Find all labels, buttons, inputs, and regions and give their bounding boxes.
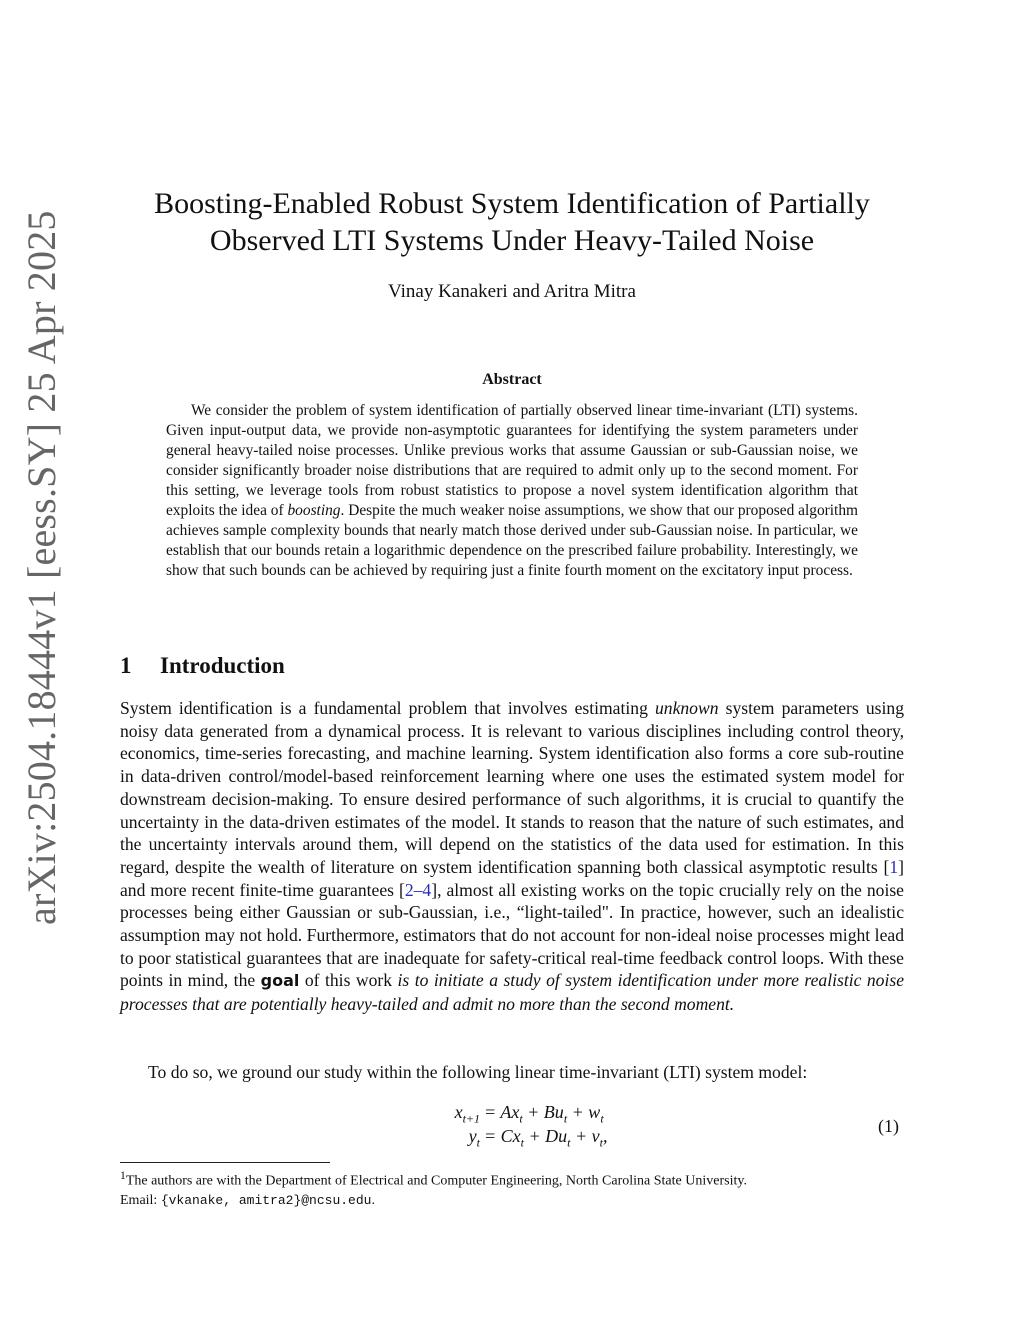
intro-paragraph-2: To do so, we ground our study within the following linear time-invariant (LTI) system model: bbox=[148, 1062, 808, 1082]
citation-link-1[interactable]: 1 bbox=[889, 856, 899, 877]
footnote-email-label: Email: bbox=[120, 1192, 161, 1208]
paper-title bbox=[120, 185, 904, 259]
footnote-end: . bbox=[371, 1192, 375, 1208]
section-heading bbox=[120, 653, 285, 679]
equation-row-state bbox=[380, 1100, 660, 1124]
footnote bbox=[120, 1166, 904, 1210]
goal-statement-italic: is to initiate a study of system identification under more realistic noise processes that are potentially heavy-tailed and admit no more than the second moment. bbox=[120, 970, 905, 1015]
equation-lhs: $y_t$ bbox=[468, 1126, 480, 1150]
abstract-text-2: . Despite the much weaker noise assumptions, we show that our proposed algorithm achieves sample complexity bounds that nearly match those derived under sub-Gaussian noise. In particular, we establish that our bounds retain a logarithmic dependence on the prescribed failure probability. Interestingly, we show that such bounds can be achieved by requiring just a finite fourth moment on the excitatory input process. bbox=[166, 502, 858, 579]
footnote-mark: 1 bbox=[120, 1169, 126, 1182]
intro-text: ], almost all existing works on the topic crucially rely on the noise processes being either Gaussian or sub-Gaussian, i.e., “light-tailed". In practice, however, such an idealistic assumption may not hold. Furthermore, estimators that do not account for non-ideal noise processes might lead to poor statistical guarantees that are inadequate for safety-critical real-time feedback control loops. With these points in mind, the bbox=[120, 879, 904, 991]
goal-bold-word: goal bbox=[260, 971, 300, 991]
intro-italic-word: unknown bbox=[654, 698, 719, 718]
section-number: 1 bbox=[120, 653, 132, 678]
title-line-2: Observed LTI Systems Under Heavy-Tailed Noise bbox=[209, 224, 815, 257]
arxiv-stamp: arXiv:2504.18444v1 [eess.SY] 25 Apr 2025 bbox=[19, 210, 64, 925]
abstract-body bbox=[166, 401, 858, 581]
equation-number: (1) bbox=[878, 1116, 899, 1136]
equation-row-output bbox=[380, 1124, 660, 1148]
equation-rhs: = $Cx_t + Du_t + v_t$, bbox=[484, 1126, 608, 1150]
footnote-text: The authors are with the Department of Electrical and Computer Engineering, North Carolina State University. bbox=[125, 1173, 747, 1189]
section-title: Introduction bbox=[160, 653, 285, 678]
author-list: Vinay Kanakeri and Aritra Mitra bbox=[388, 281, 636, 302]
abstract-italic-term: boosting bbox=[287, 502, 341, 519]
footnote-email[interactable]: {vkanake, amitra2}@ncsu.edu bbox=[160, 1192, 372, 1208]
title-line-1: Boosting-Enabled Robust System Identification of Partially bbox=[154, 187, 870, 220]
intro-text: ] and more recent finite-time guarantees [ bbox=[120, 856, 904, 900]
footnote-divider bbox=[120, 1162, 330, 1163]
equation-1 bbox=[380, 1100, 660, 1148]
abstract-heading: Abstract bbox=[482, 371, 542, 388]
intro-text: of this work bbox=[299, 970, 398, 991]
intro-text: System identification is a fundamental problem that involves estimating bbox=[120, 698, 655, 718]
equation-rhs: = $Ax_t + Bu_t + w_t$ bbox=[484, 1102, 604, 1126]
citation-link-2-4[interactable]: 2–4 bbox=[404, 879, 432, 900]
abstract-text-1: We consider the problem of system identification of partially observed linear time-invariant (LTI) systems. Given input-output data, we provide non-asymptotic guarantees for identifying the system parameters under general heavy-tailed noise processes. Unlike previous works that assume Gaussian or sub-Gaussian noise, we consider significantly broader noise distributions that are required to admit only up to the second moment. For this setting, we leverage tools from robust statistics to propose a novel system identification algorithm that exploits the idea of bbox=[166, 402, 858, 519]
intro-paragraph-1 bbox=[120, 697, 904, 1016]
intro-text: system parameters using noisy data generated from a dynamical process. It is relevant to various disciplines including control theory, economics, time-series forecasting, and machine learning. System identification also forms a core sub-routine in data-driven control/model-based reinforcement learning where one uses the estimated system model for downstream decision-making. To ensure desired performance of such algorithms, it is crucial to quantify the uncertainty in the data-driven estimates of the model. It stands to reason that the nature of such estimates, and the uncertainty intervals around them, will depend on the statistics of the data used for estimation. In this regard, despite the wealth of literature on system identification spanning both classical asymptotic results [ bbox=[120, 698, 904, 877]
equation-lhs: $x_{t+1}$ bbox=[454, 1102, 480, 1126]
